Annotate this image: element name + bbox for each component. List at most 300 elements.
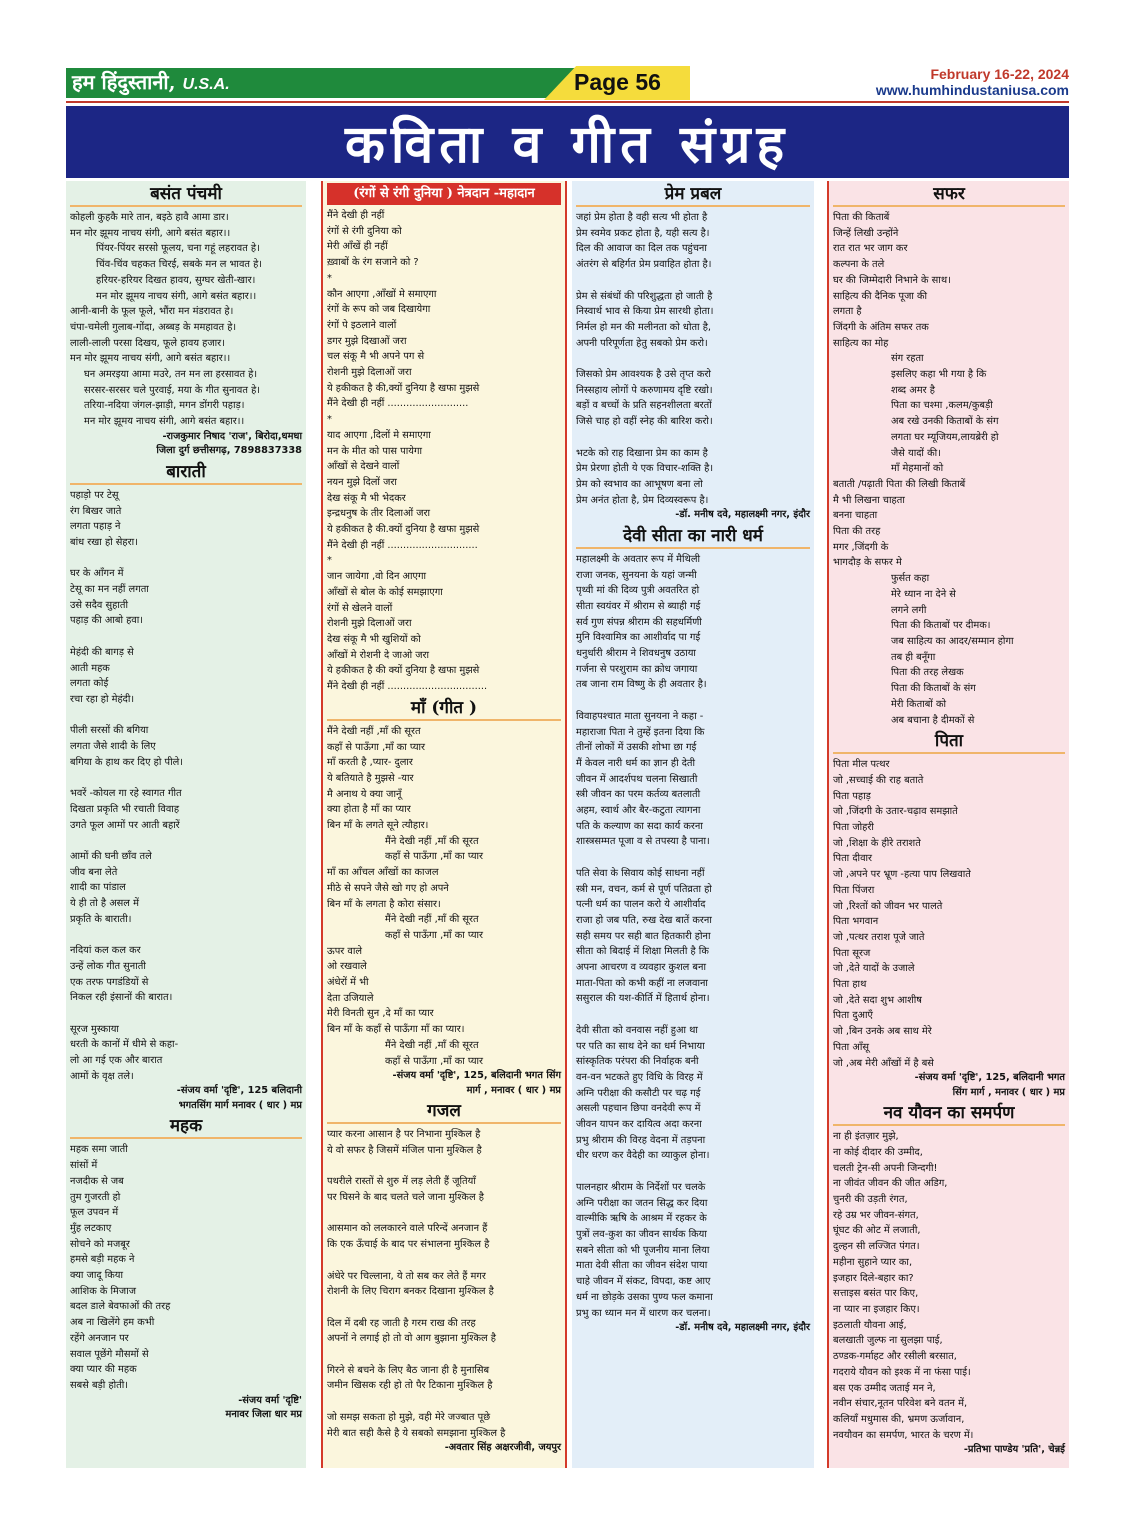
- poem-line: पिता जोहरी: [833, 822, 874, 834]
- poem-line: धीर धरण कर वैदेही का व्याकुल होना।: [576, 1150, 710, 1162]
- poem-line: निस्वार्थ भाव से किया प्रेम सारथी होता।: [576, 306, 714, 318]
- poem-line: लाली-लाली परसा दिखय, फूले हावय हजार।: [70, 337, 225, 349]
- poem-title: देवी सीता का नारी धर्म: [576, 525, 810, 549]
- poem-line: जिसे चाह हो वहीं स्नेह की बारिश करो।: [576, 416, 713, 428]
- poem-author: -संजय वर्मा 'दृष्टि': [238, 1394, 302, 1406]
- poem-line: डगर मुझे दिखाओं जरा: [327, 335, 407, 347]
- poem-line: महालक्ष्मी के अवतार रूप में मैथिली: [576, 553, 701, 565]
- poem-line: मन मोर झूमय नाचय संगी, आगे बसंत बहार।।: [70, 227, 231, 239]
- poem-line: पथरीले रास्तों से शुरु में लड़ लेती हैं जूतियाँ: [327, 1176, 476, 1188]
- poem-line: जो ,शिक्षा के हीरे तराशते: [833, 837, 921, 849]
- poem-line: संग रहता: [891, 353, 924, 365]
- poem-line: सीता को बिदाई में शिक्षा मिलती है कि: [576, 946, 709, 958]
- poem-line: पिता सूरज: [833, 947, 871, 959]
- poem-line: सबने सीता को भी पूजनीय माना लिया: [576, 1244, 710, 1256]
- masthead: [66, 66, 1069, 100]
- poem-line: प्रेम प्रेरणा होती ये एक विचार-शक्ति है।: [576, 463, 714, 475]
- poem-line: आँखों मे रोशनी दे जाओ जरा: [327, 649, 430, 661]
- stanza-break: [576, 430, 810, 446]
- poem-line: पति सेवा के सिवाय कोई साधना नहीं: [576, 867, 705, 879]
- poem-line: प्रभु श्रीराम की विरह वेदना में तड़पना: [576, 1134, 706, 1146]
- stanza-break: [576, 850, 810, 866]
- poem-line: प्रेम से संबंधों की परिशुद्धता हो जाती है: [576, 290, 713, 302]
- poem-line: मैंने देखी नहीं ,माँ की सूरत: [327, 725, 421, 737]
- poem-line: निकल रही इंसानों की बारात।: [70, 992, 173, 1004]
- poem-title: महक: [70, 1115, 302, 1139]
- poem-line: चाहे जीवन में संकट, विपदा, कष्ट आए: [576, 1276, 711, 1288]
- poem-line: जिन्हें लिखी उन्होंने: [833, 227, 899, 239]
- poem-line: रंगों पे इठलाने वालों: [327, 319, 397, 331]
- poem-line: माता-पिता को कभी कहीं ना लजवाना: [576, 977, 708, 989]
- poem-line: ना प्यार ना इजहार किए।: [833, 1304, 920, 1315]
- poem-line: जो ,सच्चाई की राह बताते: [833, 774, 924, 786]
- poem-line: ऊपर वाले: [327, 945, 363, 957]
- poem-line: माँ का आँचल आँखों का काजल: [327, 867, 439, 879]
- poem-line: पिता की तरह लेखक: [891, 667, 964, 679]
- poem-line: ना जीवंत जीवन की जीत अडिग,: [833, 1178, 948, 1190]
- poem-line: महीना सुहाने प्यार का,: [833, 1256, 913, 1268]
- poem-line: टेसू का मन नहीं लगता: [70, 584, 149, 596]
- poem-line: पालनहार श्रीराम के निर्देशों पर चलके: [576, 1181, 706, 1193]
- poem-line: ना कोई दीदार की उम्मीद,: [833, 1146, 923, 1158]
- poem-line: पिता पिंजरा: [833, 884, 875, 896]
- poem-line: मैंने देखी नहीं ,माँ की सूरत: [385, 914, 479, 926]
- poem-line: जिसको प्रेम आवश्यक है उसे तृप्त करो: [576, 369, 711, 380]
- poem-line: पिता की किताबों पर दीमक।: [891, 620, 991, 632]
- poem-pita: [833, 757, 1065, 1071]
- poem-line: मीठे से सपने जैसे खो गए हो अपने: [327, 882, 449, 894]
- stanza-break: [70, 833, 302, 849]
- poem-line: इठलाती यौवना आई,: [833, 1319, 907, 1331]
- issue-date: February 16-22, 2024: [930, 66, 1069, 82]
- poem-line: रहे उम्र भर जीवन-संगत,: [833, 1209, 919, 1221]
- poem-line: आमों की घनी छाँव तले: [70, 850, 152, 862]
- stanza-break: [70, 770, 302, 786]
- poem-line: बांध रखा हो सेहरा।: [70, 536, 138, 548]
- poem-line: दुल्हन सी लज्जित पंगत।: [833, 1241, 920, 1253]
- poem-line: अहम, स्वार्थ और बैर-कटुता त्यागना: [576, 805, 701, 817]
- poem-navyauvan: [833, 1129, 1065, 1443]
- poem-line: उसे सदैव सुहाती: [70, 599, 128, 611]
- poem-line: धरती के कानों में धीमे से कहा-: [70, 1039, 179, 1051]
- poem-line: कहाँ से पाऊँगा ,माँ का प्यार: [385, 1055, 484, 1067]
- poem-line: रहेंगे अनजान पर: [70, 1332, 129, 1344]
- poem-line: अंधेरे पर चिल्लाना, ये तो सब कर लेते हैं मगर: [327, 1270, 486, 1282]
- poem-line: देवी सीता को वनवास नहीं हुआ था: [576, 1024, 698, 1036]
- poem-line: कोहली कुहकै मारे तान, बइठे हावै आमा डार।: [70, 212, 229, 223]
- poem-line: भटके को राह दिखाना प्रेम का काम है: [576, 447, 708, 459]
- poem-line: पिता दीवार: [833, 853, 873, 865]
- poem-line: जान जायेगा ,वो दिन आएगा: [327, 571, 427, 583]
- poem-line: नवीन संचार,नूतन परिवेश बने वतन में,: [833, 1398, 968, 1410]
- stanza-break: [327, 1347, 561, 1363]
- poem-line: मन के मीत को पास पायेगा: [327, 445, 422, 457]
- poem-line: ये वो सफर है जिसमें मंजिल पाना मुश्किल है: [327, 1144, 482, 1156]
- poem-line: ना ही इंतज़ार मुझे,: [833, 1131, 899, 1143]
- poem-line: असली पहचान छिपा वनदेवी रूप में: [576, 1103, 701, 1115]
- poem-line: मेरी बात सही कैसे है ये सबको समझाना मुश्किल है: [327, 1427, 506, 1439]
- poem-line: तब ही बनूँगा: [891, 651, 936, 663]
- poem-line: पृथ्वी मां की दिव्य पुत्री अवतरित हो: [576, 585, 700, 597]
- poem-line: गर्जना से परशुराम का क्रोध जगाया: [576, 663, 698, 675]
- poem-line: आसमान को ललकारने वाले परिन्दें अनजान हैं: [327, 1223, 488, 1235]
- poem-line: पुत्रों लव-कुश का जीवन सार्थक किया: [576, 1228, 707, 1240]
- poem-title: पिता: [833, 730, 1065, 754]
- stanza-break: [327, 1300, 561, 1316]
- poem-line: ससुराल की यश-कीर्ति में हितार्थ होना।: [576, 993, 710, 1005]
- poem-line: जहां प्रेम होता है वही सत्य भी होता है: [576, 212, 708, 223]
- poem-line: पिता पहाड़: [833, 790, 871, 802]
- stanza-break: [576, 693, 810, 709]
- poem-line: लो आ गई एक और बारात: [70, 1055, 163, 1067]
- poem-line: लगता जैसे शादी के लिए: [70, 741, 156, 753]
- stanza-break: [576, 1164, 810, 1180]
- poem-line: जो ,पत्थर तराश पूजे जाते: [833, 931, 925, 943]
- poem-author: -संजय वर्मा 'दृष्टि', 125, बलिदानी भगत: [914, 1072, 1065, 1084]
- poem-line: सर्व गुण संपन्न श्रीराम की सहधर्मिणी: [576, 616, 702, 628]
- poem-line: बगिया के हाथ कर दिए हो पीले।: [70, 756, 183, 768]
- poem-line: वाल्मीकि ऋषि के आश्रम में रहकर के: [576, 1213, 707, 1225]
- stanza-break: [70, 927, 302, 943]
- poem-line: मैंने देखी ही नहीं ..........................: [327, 398, 469, 410]
- poem-line: आमों के वृक्ष तले।: [70, 1070, 134, 1082]
- poem-line: आती महक: [70, 662, 110, 674]
- poem-line: आनी-बानी के फूल फूले, भौंरा मन मंडरावत हे।: [70, 306, 234, 318]
- poem-line: सांसों में: [70, 1160, 98, 1172]
- poem-line: अग्नि परीक्षा की कसौटी पर चढ़ गई: [576, 1087, 701, 1099]
- column-1: [66, 181, 306, 1468]
- stanza-break: [327, 1394, 561, 1410]
- poem-line: पिता दुआएँ: [833, 1010, 873, 1022]
- poem-line: *: [327, 272, 332, 284]
- poem-line: पिता की किताबों के संग: [891, 683, 976, 695]
- poem-line: पर घिसने के बाद चलते चले जाना मुश्किल है: [327, 1192, 484, 1204]
- poem-line: रात रात भर जाग कर: [833, 243, 908, 255]
- poem-line: *: [327, 555, 332, 567]
- column-4: [827, 181, 1069, 1468]
- poem-line: घर के आँगन में: [70, 568, 124, 580]
- poem-line: मैंने देखी नहीं ,माँ की सूरत: [385, 835, 479, 847]
- poem-line: अब ना खिलेंगे हम कभी: [70, 1317, 155, 1329]
- poem-safar: [833, 210, 1065, 728]
- poem-line: शास्त्रसम्मत पूजा व से तपस्या है पाना।: [576, 836, 710, 848]
- poem-line: चुनरी की उड़ती रंगत,: [833, 1194, 908, 1206]
- poem-line: क्या होता है माँ का प्यार: [327, 804, 411, 816]
- poem-line: लगता कोई: [70, 678, 109, 690]
- section-banner: [66, 106, 1069, 178]
- poem-line: जीवन यापन कर दायित्व अदा करना: [576, 1119, 702, 1131]
- poem-line: लगता घर म्यूजियम,लायब्रेरी हो: [891, 431, 999, 443]
- poem-line: दिल में दबी रह जाती है गरम राख की तरह: [327, 1317, 476, 1329]
- poem-line: उगते फूल आमों पर आती बहारें: [70, 819, 180, 831]
- poem-line: धर्म ना छोड़के उसका पुण्य फल कमाना: [576, 1291, 713, 1303]
- poem-line: देख संकू मै भी भेदकर: [327, 492, 406, 504]
- poem-line: बिन माँ के लगता है कोरा संसार।: [327, 898, 441, 910]
- poem-line: ये हकीकत है की क्यों दुनिया है खफा मुझसे: [327, 665, 480, 677]
- poem-line: बदल डाले बेवफाओं की तरह: [70, 1301, 171, 1313]
- poem-line: आशिक के मिजाज: [70, 1285, 136, 1297]
- poem-line: मुँह लटकाए: [70, 1222, 112, 1234]
- poem-line: क्या प्यार की महक: [70, 1364, 137, 1376]
- poem-line: पहाड़ो पर टेसू: [70, 489, 119, 501]
- stanza-break: [70, 1006, 302, 1022]
- poem-line: माँ करती है ,प्यार- दुलार: [327, 757, 413, 769]
- poem-line: कि एक ऊँचाई के बाद पर संभालना मुश्किल है: [327, 1239, 490, 1251]
- poem-line: तुम गुजरती हो: [70, 1191, 121, 1203]
- poem-line: अपनी परिपूर्णता हेतु सबको प्रेम करो।: [576, 337, 708, 349]
- poem-line: जीवन में आदर्शपथ चलना सिखाती: [576, 773, 698, 785]
- poem-title: नव यौवन का समर्पण: [833, 1102, 1065, 1126]
- poem-ghazal: [327, 1127, 561, 1441]
- poem-line: जब साहित्य का आदर/सम्मान होगा: [891, 635, 1014, 647]
- poem-line: जो ,रिश्तों को जीवन भर पालते: [833, 900, 943, 912]
- poem-line: चंपा-चमेली गुलाब-गोंदा, अब्बड़ के ममहावत हे।: [70, 321, 237, 333]
- poem-line: लगता है: [833, 306, 862, 318]
- poem-author: -संजय वर्मा 'दृष्टि', 125, बलिदानी भगत सिंग: [392, 1070, 561, 1082]
- poem-line: इसलिए कहा भी गया है कि: [891, 369, 987, 381]
- poem-title: बाराती: [70, 461, 302, 485]
- poem-maa: [327, 724, 561, 1069]
- poem-line: शब्द अमर है: [891, 384, 935, 396]
- stanza-break: [70, 629, 302, 645]
- poem-line: महक समा जाती: [70, 1144, 128, 1156]
- poem-line: सरसर-सरसर चले पुरवाई, मया के गीत सुनावत हे।: [84, 384, 260, 396]
- poem-line: ये हकीकत है की.क्यों दुनिया है खफा मुझसे: [327, 524, 480, 536]
- poem-line: रंगों से खेलने वालों: [327, 602, 393, 614]
- poem-author-address: मनावर जिला धार मप्र: [225, 1409, 302, 1421]
- poem-line: ये हकीकत है की,क्यों दुनिया है खफा मुझसे: [327, 382, 480, 394]
- poem-line: सांस्कृतिक परंपरा की निर्वाहक बनी: [576, 1056, 699, 1068]
- poem-line: देख संकू मै भी खुशियों को: [327, 633, 421, 645]
- poem-title: सफर: [833, 183, 1065, 207]
- poem-line: मन मोर झूमय नाचय संगी, आगे बसंत बहार।।: [96, 290, 257, 302]
- poem-line: उन्हें लोक गीत सुनाती: [70, 960, 146, 972]
- poem-line: साहित्य की दैनिक पूजा की: [833, 290, 928, 302]
- poem-line: मन मोर झूमय नाचय संगी, आगे बसंत बहार।।: [84, 416, 245, 428]
- column-2: [321, 181, 567, 1468]
- poem-line: मेहंदी की बागड़ से: [70, 646, 134, 658]
- poem-line: पहाड़ की आबो हवा।: [70, 615, 143, 627]
- poem-line: जो ,जिंदगी के उतार-चढ़ाव समझाते: [833, 806, 958, 818]
- divider: [66, 101, 1069, 103]
- poem-line: घन अमरइया आमा मउरे, तन मन ला हरसावत हे।: [84, 369, 258, 381]
- poem-line: कहाँ से पाऊँगा ,माँ का प्यार: [385, 851, 484, 863]
- poem-line: पिता का चश्मा ,कलम/कुबड़ी: [891, 400, 993, 412]
- poem-prem: [576, 210, 810, 508]
- page-number: Page 56: [574, 69, 661, 95]
- poem-line: हमसे बड़ी महक ने: [70, 1254, 135, 1266]
- poem-line: पिता हाथ: [833, 979, 867, 991]
- poem-line: रचा रहा हो मेहंदी।: [70, 693, 135, 705]
- poem-line: इन्द्रधनुष के तीर दिलाओं जरा: [327, 508, 431, 520]
- poem-line: मेरे ध्यान ना देने से: [891, 588, 956, 600]
- poem-line: सही समय पर सही बात हितकारी होना: [576, 930, 711, 942]
- poem-line: नयन मुझे दिलों जरा: [327, 476, 397, 488]
- stanza-break: [70, 551, 302, 567]
- poem-line: इजहार दिले-बहार का?: [833, 1272, 914, 1284]
- poem-sita: [576, 552, 810, 1321]
- brand-suffix: U.S.A.: [182, 76, 230, 93]
- poem-line: बस एक उम्मीद जताई मन ने,: [833, 1382, 936, 1394]
- poem-line: रोशनी मुझे दिलाओं जरा: [327, 618, 412, 630]
- poem-line: लगता पहाड़ ने: [70, 521, 121, 533]
- poem-line: महाराजा पिता ने तुम्हें इतना दिया कि: [576, 726, 705, 738]
- poem-author-address: जिला दुर्ग छत्तीसगढ़, 7898837338: [156, 445, 302, 457]
- poem-line: पिंयर-पिंयर सरसो फूलय, चना गहूं लहरावत हे।: [96, 243, 260, 255]
- poem-line: पत्नी धर्म का पालन करो ये आशीर्वाद: [576, 899, 706, 911]
- poem-line: गिरने से बचने के लिए बैठ जाना ही है मुनासिब: [327, 1364, 490, 1376]
- poem-line: बनना चाहता: [833, 510, 878, 522]
- poem-line: पिता भगवान: [833, 916, 879, 928]
- poem-line: माँ मेहमानों को: [891, 463, 944, 475]
- poem-line: हरियर-हरियर दिखत हावय, सुग्घर खेती-खार।: [96, 274, 256, 286]
- poem-line: ख़्वाबों के रंग सजाने को ?: [327, 257, 419, 269]
- poem-line: विवाहपश्चात माता सुनयना ने कहा -: [576, 710, 704, 722]
- poem-author: -संजय वर्मा 'दृष्टि', 125 बलिदानी: [176, 1085, 302, 1097]
- poem-line: रोशनी मुझे दिलाओं जरा: [327, 367, 412, 379]
- poem-line: देता उजियाले: [327, 992, 374, 1004]
- poem-title: प्रेम प्रबल: [576, 183, 810, 207]
- poem-line: तरिया-नदिया जंगल-झाड़ी, मगन डोंगरी पहाड़।: [84, 400, 245, 412]
- poem-line: मैं केवल नारी धर्म का ज्ञान ही देती: [576, 757, 696, 769]
- poem-line: स्त्री मन, वचन, कर्म से पूर्ण पतिव्रता हो: [576, 883, 712, 895]
- stanza-break: [576, 1007, 810, 1023]
- poem-line: नजदीक से जब: [70, 1175, 124, 1187]
- newspaper-brand[interactable]: [72, 68, 230, 95]
- poem-line: सवाल पूछेंगे मौसमों से: [70, 1348, 149, 1360]
- poem-line: रंग बिखर जाते: [70, 505, 122, 517]
- poem-line: सत्ताइस बसंत पार किए,: [833, 1288, 919, 1300]
- poem-line: स्त्री जीवन का परम कर्तव्य बतलाती: [576, 789, 701, 801]
- poem-line: अपना आचरण व व्यवहार कुशल बना: [576, 962, 706, 974]
- poem-line: रोशनी के लिए चिराग बनकर दिखाना मुश्किल है: [327, 1286, 494, 1298]
- poem-line: मैंने देखी नहीं ,माँ की सूरत: [385, 1039, 479, 1051]
- poem-line: जो ,अब मेरी आँखों में है बसे: [833, 1057, 934, 1069]
- poem-line: घूंघट की ओट में लजाती,: [833, 1225, 921, 1237]
- poem-title: बसंत पंचमी: [70, 183, 302, 207]
- poem-line: पिता आँसू: [833, 1041, 869, 1053]
- poem-line: शादी का पांडाल: [70, 882, 126, 894]
- website-link[interactable]: www.humhindustaniusa.com: [875, 82, 1069, 98]
- poem-line: बड़ों व बच्चों के प्रति सहनशीलता बरतों: [576, 400, 712, 412]
- poem-author: -राजकुमार निषाद 'राज', बिरोदा,धमधा: [162, 430, 302, 442]
- poem-line: सूरज मुस्काया: [70, 1023, 119, 1035]
- poem-line: तीनों लोकों में उसकी शोभा छा गई: [576, 742, 697, 754]
- poem-line: राजा हो जब पति, रुख देख बातें करना: [576, 914, 712, 926]
- poem-author: -प्रतिभा पाण्डेय 'प्रति', चेन्नई: [963, 1444, 1065, 1456]
- poem-line: वन-वन भटकते हुए विधि के विरह में: [576, 1071, 703, 1083]
- poem-line: अंधेरों में भी: [327, 977, 369, 989]
- poem-line: मैंने देखी ही नहीं ................................: [327, 681, 488, 693]
- poem-line: पति के कल्याण का सदा कार्य करना: [576, 820, 703, 832]
- poem-line: अपनों ने लगाई हो तो वो आग बुझाना मुश्किल है: [327, 1333, 496, 1345]
- poem-author: -डॉ. मनीष दवे, महालक्ष्मी नगर, इंदौर: [675, 509, 810, 521]
- poem-line: मेरी विनती सुन ,दे माँ का प्यार: [327, 1008, 434, 1020]
- poem-line: प्रेम स्वमेव प्रकट होता है, यही सत्य है।: [576, 227, 710, 239]
- poem-line: ओ रखवाले: [327, 961, 367, 973]
- poem-line: निर्मल हो मन की मलीनता को धोता है,: [576, 321, 712, 333]
- poem-line: ये ही तो है असल में: [70, 898, 139, 910]
- poem-line: बताती /पढ़ाती पिता की लिखी किताबें: [833, 478, 966, 490]
- poem-line: मैंने देखी ही नहीं .............................: [327, 539, 478, 551]
- poem-line: बिन माँ के लगते सूने त्यौहार।: [327, 820, 429, 832]
- poem-line: चलती ट्रेन-सी अपनी जिन्दगी!: [833, 1162, 938, 1174]
- poem-line: आँखों से देखने वालों: [327, 461, 400, 473]
- poem-line: जैसे यादों की।: [891, 447, 941, 459]
- poem-basant: [70, 210, 302, 430]
- poem-line: प्रभु का ध्यान मन में धारण कर चलना।: [576, 1307, 711, 1319]
- poem-line: जो ,देते यादों के उजाले: [833, 963, 915, 975]
- poem-line: माता देवी सीता का जीवन संदेश पाया: [576, 1260, 708, 1272]
- poem-line: घर की जिम्मेदारी निभाने के साथ।: [833, 274, 951, 286]
- poem-line: जिंदगी के अंतिम सफर तक: [833, 321, 929, 333]
- poem-line: मै अनाथ ये क्या जानूँ: [327, 788, 402, 800]
- stanza-break: [327, 1253, 561, 1269]
- poem-line: अंतरंग से बहिर्गत प्रेम प्रवाहित होता है।: [576, 259, 712, 271]
- poem-line: याद आएगा ,दिलों मे समाएगा: [327, 429, 431, 441]
- poem-line: भवरें -कोयल गा रहे स्वागत गीत: [70, 788, 182, 800]
- poem-line: ये बतियाते है मुझसे -यार: [327, 772, 414, 784]
- poem-line: कौन आएगा ,आँखों मे समाएगा: [327, 288, 437, 300]
- poem-line: नवयौवन का समर्पण, भारत के चरण में।: [833, 1429, 974, 1441]
- poem-line: मुनि विश्वामित्र का आशीर्वाद पा गई: [576, 632, 701, 644]
- poem-line: जीव बना लेते: [70, 866, 118, 878]
- poem-line: सबसे बड़ी होती।: [70, 1380, 129, 1391]
- poem-line: अब रखे उनकी किताबों के संग: [891, 416, 999, 428]
- poem-line: रंगों से रंगी दुनिया को: [327, 225, 402, 237]
- poem-line: बिन माँ के कहाँ से पाऊँगा माँ का प्यार।: [327, 1024, 465, 1036]
- poem-line: मेरी किताबों को: [891, 698, 947, 710]
- poem-line: रंगों के रूप को जब दिखायेगा: [327, 304, 431, 316]
- poem-line: जो समझ सकता हो मुझे, वही मेरे जज्बात पूछे: [327, 1411, 491, 1423]
- poem-line: चिंव-चिंव चहकत चिरई, सबके मन ल भावत हे।: [96, 259, 263, 271]
- poem-line: लगने लगी: [891, 604, 927, 616]
- poem-line: अब बचाना है दीमकों से: [891, 714, 975, 726]
- poem-title: माँ (गीत ): [327, 697, 561, 721]
- poem-line: निस्सहाय लोगों पे करुणामय दृष्टि रखो।: [576, 384, 713, 396]
- poem-line: कलियाँ मधुमास की, भ्रमण ऊर्जावान,: [833, 1413, 965, 1425]
- poem-author-address: सिंग मार्ग , मनावर ( धार ) मप्र: [952, 1086, 1065, 1098]
- poem-line: जो ,देते सदा शुभ आशीष: [833, 994, 922, 1006]
- poem-line: *: [327, 414, 332, 426]
- poem-line: तब जाना राम विष्णु के ही अवतार है।: [576, 679, 707, 691]
- brand-name: हम हिंदुस्तानी,: [72, 70, 176, 94]
- stanza-break: [70, 708, 302, 724]
- poem-line: धनुर्धारी श्रीराम ने शिवधनुष उठाया: [576, 648, 696, 660]
- poem-line: जो ,बिन उनके अब साथ मेरे: [833, 1026, 932, 1038]
- stanza-break: [327, 1206, 561, 1222]
- poem-title: गजल: [327, 1100, 561, 1124]
- poem-author: -अवतार सिंह अक्षरजीवी, जयपुर: [444, 1442, 561, 1454]
- poem-title: (रंगों से रंगी दुनिया ) नेत्रदान -महादान: [327, 183, 561, 205]
- poem-line: आँखों से बोल के कोई समझाएगा: [327, 586, 443, 598]
- poem-line: बलखाती जुल्फ ना सुलझा पाई,: [833, 1335, 943, 1347]
- poem-line: एक तरफ पगडंडियों से: [70, 976, 149, 988]
- poem-line: मैंने देखी ही नहीं: [327, 210, 385, 221]
- poem-rango: [327, 208, 561, 695]
- poem-line: पर पति का साथ देने का धर्म निभाया: [576, 1040, 705, 1052]
- poem-line: प्रेम को स्वभाव का आभूषण बना लो: [576, 478, 703, 490]
- poem-line: प्रकृति के बाराती।: [70, 913, 132, 925]
- poem-line: कहाँ से पाऊँगा ,माँ का प्यार: [385, 929, 484, 941]
- poem-line: कहाँ से पाऊँगा ,माँ का प्यार: [327, 741, 426, 753]
- poem-line: गदराये यौवन को इश्क में ना फंसा पाई।: [833, 1366, 971, 1378]
- poem-line: मै भी लिखना चाहता: [833, 494, 905, 506]
- stanza-break: [327, 1159, 561, 1175]
- poem-line: पिता मील पत्थर: [833, 759, 890, 771]
- poem-line: राजा जनक, सुनयना के यहां जन्मी: [576, 569, 697, 581]
- poem-line: पीली सरसों की बगिया: [70, 725, 149, 737]
